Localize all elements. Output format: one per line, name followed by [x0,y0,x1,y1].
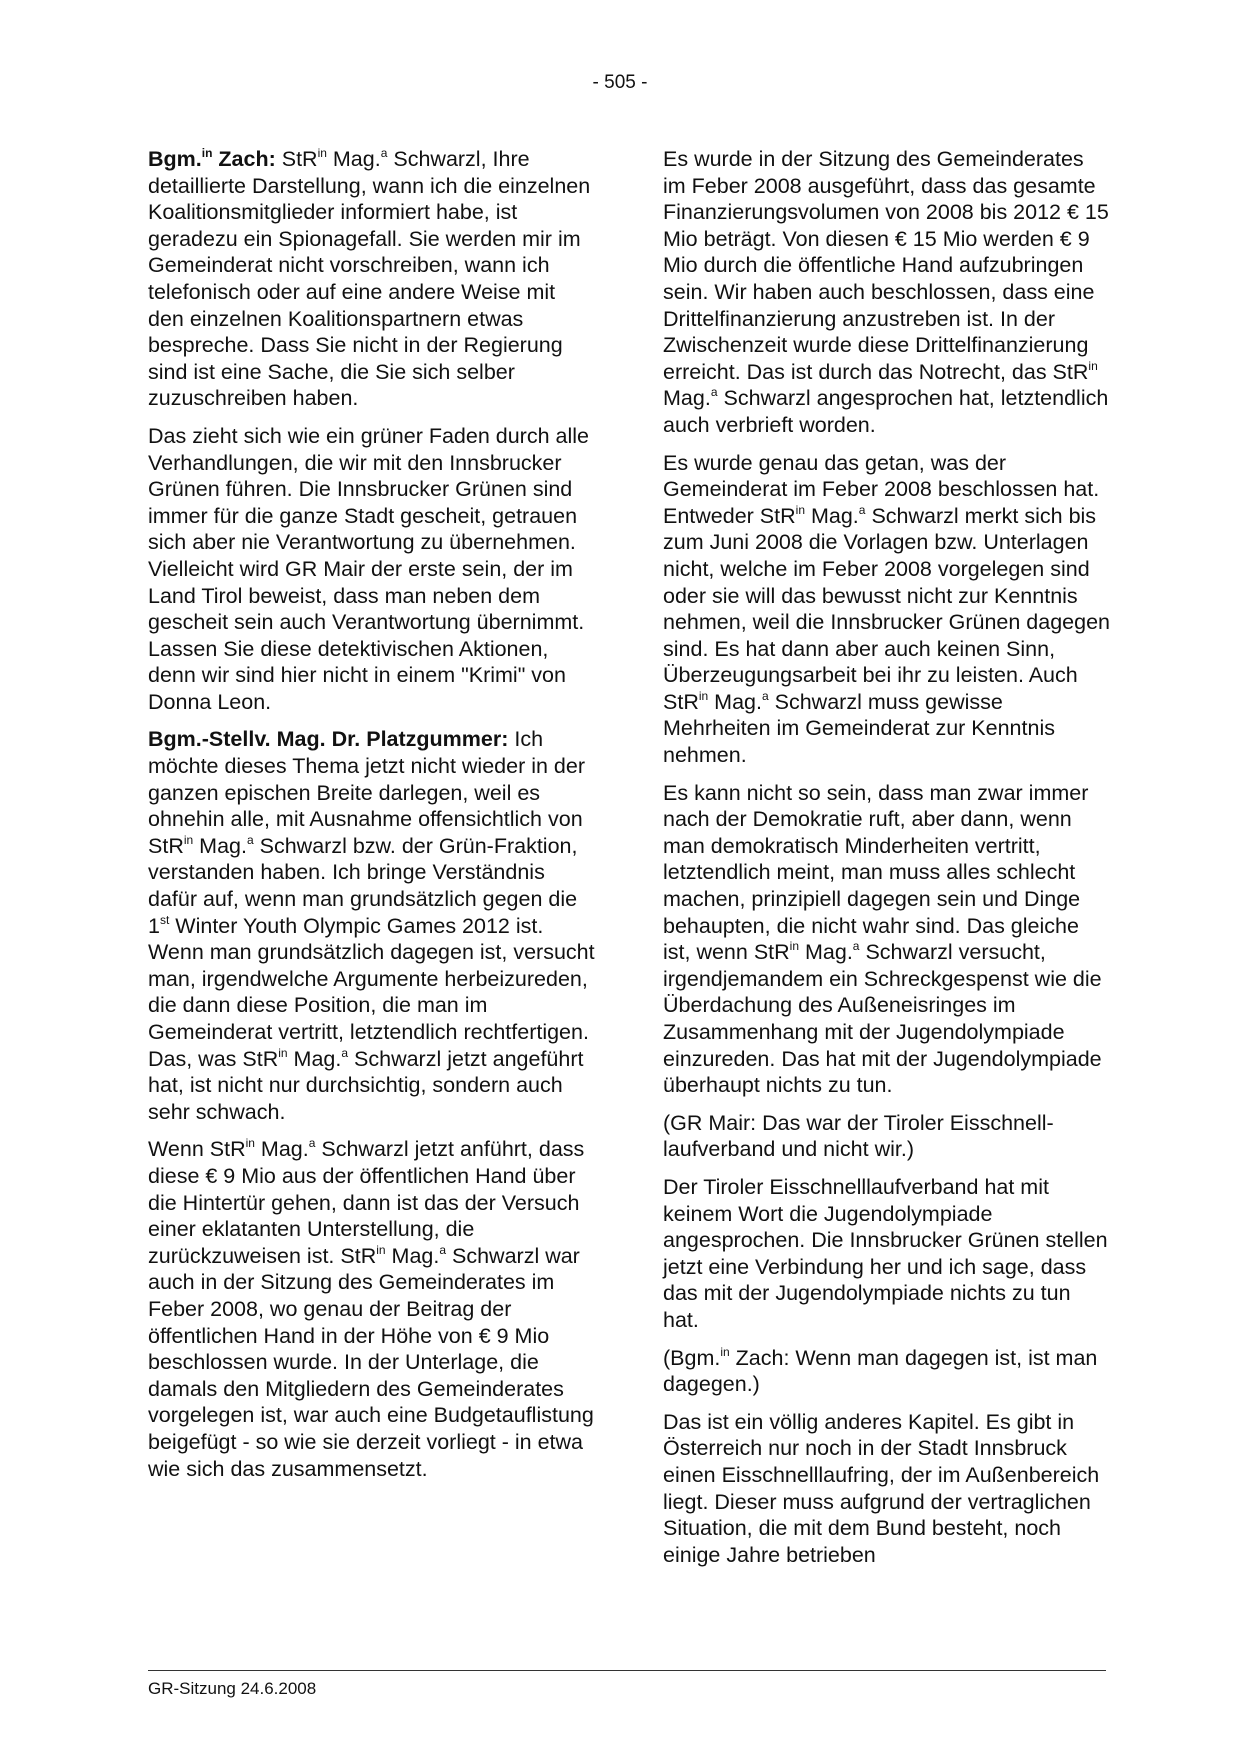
paragraph: Bgm.-Stellv. Mag. Dr. Platzgummer: Ich möchte dieses Thema jetzt nicht wieder in der ganzen epischen Breite darlegen, weil es ohnehin alle, mit Ausnahme offensichtlich von StR$^{in}$ Mag.$^a$ Schwarzl bzw. der Grün-Fraktion, verstanden haben. Ich bringe Verständnis dafür auf, wenn man grundsätzlich gegen die 1st Winter Youth Olympic Games 2012 ist. Wenn man grundsätzlich dagegen ist, versucht man, irgendwelche Argumente herbeizureden, die dann diese Position, die man im Gemeinderat vertritt, letztendlich rechtfertigen. Das, was StR$^{in}$ Mag.$^a$ Schwarzl jetzt angeführt hat, ist nicht nur durchsichtig, sondern auch sehr schwach. [148,727,595,1124]
left-column [148,146,596,1493]
footer-session: GR-Sitzung 24.6.2008 [148,1679,317,1698]
footer-divider [148,1670,1106,1671]
paragraph: Wenn StR$^{in}$ Mag.$^a$ Schwarzl jetzt anführt, dass diese € 9 Mio aus der öffentlichen Hand über die Hintertür gehen, dann ist das der Versuch einer eklatanten Unterstellung, die zurückzuweisen ist. StR$^{in}$ Mag.$^a$ Schwarzl war auch in der Sitzung des Gemeinderates im Feber 2008, wo genau der Beitrag der öffentlichen Hand in der Höhe von € 9 Mio beschlossen wurde. In der Unterlage, die damals den Mitgliedern des Gemeinderates vorgelegen ist, war auch eine Budgetauflistung beigefügt - so wie sie derzeit vorliegt - in etwa wie sich das zusammensetzt. [148,1136,594,1481]
interjection: (Bgm.$^{in}$ Zach: Wenn man dagegen ist, ist man dagegen.) [663,1344,1098,1397]
paragraph: Bgm.$^{in}$ Zach: StR$^{in}$ Mag.$^a$ Schwarzl, Ihre detaillierte Darstellung, wann ich die einzelnen Koalitionsmitglieder informiert habe, ist geradezu ein Spionagefall. Sie werden mir im Gemeinderat nicht vorschreiben, wann ich telefonisch oder auf eine andere Weise mit den einzelnen Koalitionspartnern etwas bespreche. Dass Sie nicht in der Regierung sind ist eine Sache, die Sie sich selber zuzuschreiben haben. [148,146,591,411]
paragraph: Es wurde genau das getan, was der Gemeinderat im Feber 2008 beschlossen hat. Entweder StR$^{in}$ Mag.$^a$ Schwarzl merkt sich bis zum Juni 2008 die Vorlagen bzw. Unterlagen nicht, welche im Feber 2008 vorgelegen sind oder sie will das bewusst nicht zur Kenntnis nehmen, weil die Innsbrucker Grünen dagegen sind. Es hat dann aber auch keinen Sinn, Überzeugungsarbeit bei ihr zu leisten. Auch StR$^{in}$ Mag.$^a$ Schwarzl muss gewisse Mehrheiten im Gemeinderat zur Kenntnis nehmen. [663,450,1111,768]
paragraph: Das zieht sich wie ein grüner Faden durch alle Verhandlungen, die wir mit den Innsbrucker Grünen führen. Die Innsbrucker Grünen sind immer für die ganze Stadt gescheit, getrauen sich aber nie Verantwortung zu übernehmen. Vielleicht wird GR Mair der erste sein, der im Land Tirol beweist, dass man neben dem gescheit sein auch Verantwortung übernimmt. Lassen Sie diese detektivischen Aktionen, denn wir sind hier nicht in einem "Krimi" von Donna Leon. [148,423,589,714]
paragraph: Es wurde in der Sitzung des Gemeinderates im Feber 2008 ausgeführt, dass das gesamte Finanzierungsvolumen von 2008 bis 2012 € 15 Mio beträgt. Von diesen € 15 Mio werden € 9 Mio durch die öffentliche Hand aufzubringen sein. Wir haben auch beschlossen, dass eine Drittelfinanzierung anzustreben ist. In der Zwischenzeit wurde diese Drittelfinanzierung erreicht. Das ist durch das Notrecht, das StR$^{in}$ Mag.$^a$ Schwarzl angesprochen hat, letztendlich auch verbrieft worden. [663,147,1109,437]
right-column [663,146,1111,1579]
interjection: (GR Mair: Das war der Tiroler Eisschnelllaufverband und nicht wir.) [663,1110,1054,1162]
paragraph: Das ist ein völlig anderes Kapitel. Es gibt in Österreich nur noch in der Stadt Innsbruck einen Eisschnelllaufring, der im Außenbereich liegt. Dieser muss aufgrund der vertraglichen Situation, die mit dem Bund besteht, noch einige Jahre betrieben [663,1409,1100,1567]
paragraph: Es kann nicht so sein, dass man zwar immer nach der Demokratie ruft, aber dann, wenn man demokratisch Minderheiten vertritt, letztendlich meint, man muss alles schlecht machen, prinzipiell dagegen sein und Dinge behaupten, die nicht wahr sind. Das gleiche ist, wenn StR$^{in}$ Mag.$^a$ Schwarzl versucht, irgendjemandem ein Schreckgespenst wie die Überdachung des Außeneisringes im Zusammenhang mit der Jugendolympiade einzureden. Das hat mit der Jugendolympiade überhaupt nichts zu tun. [663,780,1102,1098]
paragraph: Der Tiroler Eisschnelllaufverband hat mit keinem Wort die Jugendolympiade angesprochen. Die Innsbrucker Grünen stellen jetzt eine Verbindung her und ich sage, dass das mit der Jugendolympiade nichts zu tun hat. [663,1174,1108,1332]
page-number: - 505 - [592,72,648,93]
